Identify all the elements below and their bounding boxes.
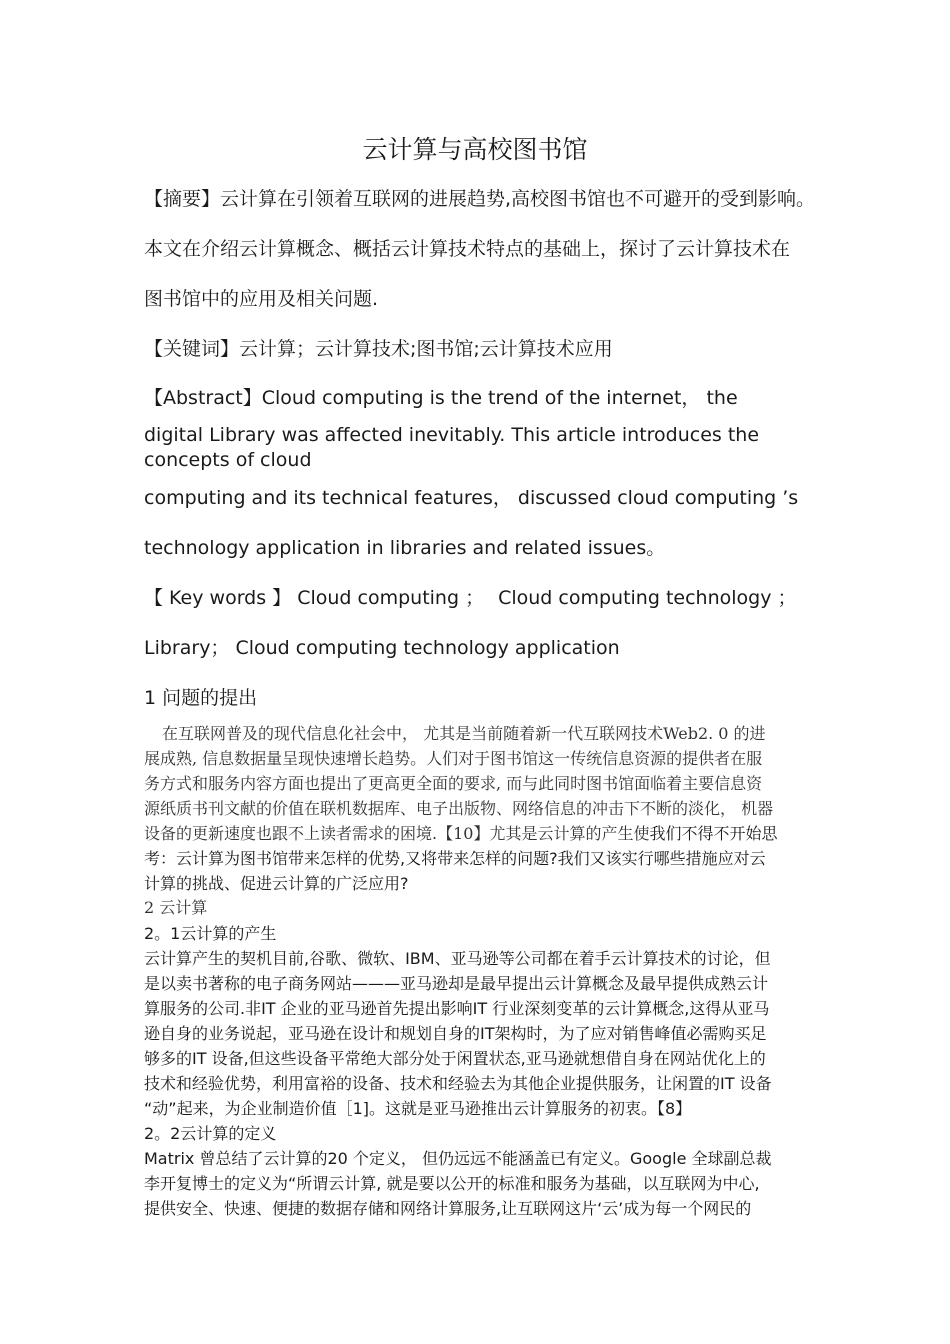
keywords-en-line-2: Library； Cloud computing technology application: [144, 637, 620, 659]
section2-1-line-6: 技术和经验优势，利用富裕的设备、技术和经验去为其他企业提供服务，让闲置的IT 设备: [144, 1074, 772, 1093]
abstract-cn-line-2: 本文在介绍云计算概念、概括云计算技术特点的基础上，探讨了云计算技术在: [144, 238, 791, 260]
abstract-cn-line-3: 图书馆中的应用及相关问题.: [144, 288, 379, 310]
section2-1-line-3: 算服务的公司.非IT 企业的亚马逊首先提出影响IT 行业深刻变革的云计算概念,这得从亚马: [144, 999, 770, 1018]
section2-2-line-1: Matrix 曾总结了云计算的20 个定义， 但仍远远不能涵盖已有定义。Google 全球副总裁: [144, 1149, 772, 1168]
section2-1-line-1: 云计算产生的契机目前,谷歌、微软、IBM、亚马逊等公司都在着手云计算技术的讨论，但: [144, 949, 771, 968]
section2-2-heading: 2。2云计算的定义: [144, 1124, 277, 1143]
section2-heading: 2 云计算: [144, 898, 208, 917]
keywords-en-part-1: 【 Key words 】 Cloud computing ；: [144, 587, 485, 609]
section2-2-line-2: 李开复博士的定义为“所谓云计算, 就是要以公开的标准和服务为基础，以互联网为中心,: [144, 1174, 760, 1193]
keywords-en-part-2: Cloud computing technology ；: [498, 587, 797, 609]
section2-2-line-3: 提供安全、快速、便捷的数据存储和网络计算服务,让互联网这片‘云’成为每一个网民的: [144, 1199, 752, 1218]
keywords-en-line-1: [144, 589, 796, 608]
section2-1-line-5: 够多的IT 设备,但这些设备平常绝大部分处于闲置状态,亚马逊就想借自身在网站优化上的: [144, 1049, 766, 1068]
keywords-cn: 【关键词】云计算；云计算技术;图书馆;云计算技术应用: [144, 338, 613, 360]
section2-1-line-4: 逊自身的业务说起，亚马逊在设计和规划自身的IT架构时，为了应对销售峰值必需购买足: [144, 1024, 767, 1043]
section1-line-3: 务方式和服务内容方面也提出了更高更全面的要求, 而与此同时图书馆面临着主要信息资: [144, 774, 763, 793]
section1-heading: 1 问题的提出: [144, 687, 258, 709]
section1-line-4: 源纸质书刊文献的价值在联机数据库、电子出版物、网络信息的冲击下不断的淡化， 机器: [144, 799, 774, 818]
section1-line-1: 在互联网普及的现代信息化社会中， 尤其是当前随着新一代互联网技术Web2. 0 的进: [162, 724, 766, 743]
abstract-en-line-1: 【Abstract】Cloud computing is the trend of the internet， the: [144, 387, 738, 409]
section1-line-2: 展成熟, 信息数据量呈现快速增长趋势。人们对于图书馆这一传统信息资源的提供者在服: [144, 749, 763, 768]
abstract-cn-line-1: 【摘要】云计算在引领着互联网的进展趋势,高校图书馆也不可避开的受到影响。: [144, 188, 816, 210]
section1-line-5-sans: 我们不得不开始思: [649, 824, 778, 843]
abstract-en-line-4: computing and its technical features， discussed cloud computing ’s: [144, 487, 799, 509]
section1-line-5-serif: 设备的更新速度也跟不上读者需求的困境.【10】尤其是云计算的产生使: [144, 824, 650, 843]
section1-line-6: 考：云计算为图书馆带来怎样的优势,又将带来怎样的问题?我们又该实行哪些措施应对云: [144, 849, 766, 868]
section2-1-line-7: “动”起来，为企业制造价值［1]。这就是亚马逊推出云计算服务的初衷。【8】: [144, 1099, 692, 1118]
section2-1-line-2: 是以卖书著称的电子商务网站———亚马逊却是最早提出云计算概念及最早提供成熟云计: [144, 974, 769, 993]
abstract-en-line-5: technology application in libraries and related issues。: [144, 537, 666, 559]
section1-line-7: 计算的挑战、促进云计算的广泛应用?: [144, 874, 409, 893]
abstract-en-line-3: concepts of cloud: [144, 449, 312, 471]
section2-1-heading: 2。1云计算的产生: [144, 924, 277, 943]
abstract-en-line-2: digital Library was affected inevitably. This article introduces the: [144, 424, 760, 446]
section1-line-5: [144, 826, 777, 842]
document-title: 云计算与高校图书馆: [362, 135, 588, 164]
